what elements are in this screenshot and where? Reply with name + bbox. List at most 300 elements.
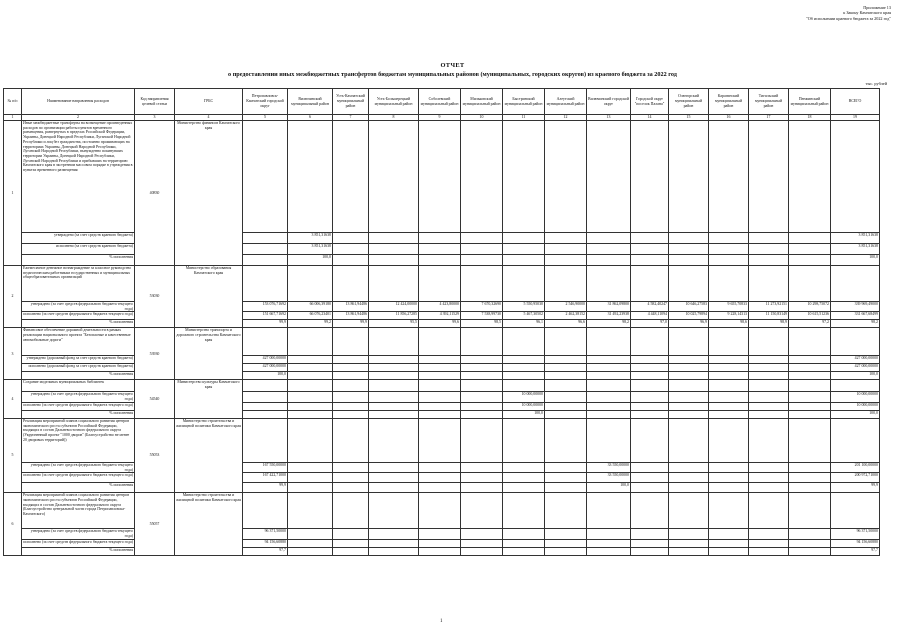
value-cell: 100,0 — [503, 410, 545, 418]
empty-cell — [587, 121, 631, 233]
value-cell — [789, 539, 831, 547]
section-name: Иные межбюджетные трансферты на возмещение произведенных расходов по организации работы пунктов временного размещения, развернутых в пределах Российской Федерации, Украины, Донецкой Народной Республики, Луганской Народной Республики и лиц без гражданства, постоянно проживающих на территориях Украины, Донецкой Народной Республики, Луганской Народной Республики, вынужденно покинувших территории Украины, Донецкой Народной Республики, Луганской Народной Республики и прибывших на территорию Камчатского края в экстренном массовом порядке в учреждения в пунктах временного размещения — [22, 121, 135, 233]
value-cell — [669, 462, 709, 472]
value-cell: 3 851,31638 — [288, 244, 333, 255]
value-cell — [333, 233, 369, 244]
empty-cell — [461, 493, 503, 529]
value-cell — [669, 402, 709, 410]
value-cell: 99,9 — [333, 320, 369, 328]
value-cell — [419, 529, 461, 539]
empty-cell — [831, 493, 880, 529]
row-label: утверждено (дорожный фонд за счет средств краевого бюджета) — [22, 356, 135, 364]
value-cell — [369, 356, 419, 364]
value-cell — [419, 372, 461, 380]
value-cell — [461, 483, 503, 493]
value-cell: 100,0 — [288, 255, 333, 266]
section-code: 40830 — [135, 121, 175, 266]
column-header: Соболевский муниципальный район — [419, 89, 461, 115]
value-cell — [461, 547, 503, 555]
column-number: 4 — [175, 115, 243, 121]
column-header: Вилючинский городской округ — [587, 89, 631, 115]
value-cell — [749, 372, 789, 380]
value-cell: 97,7 — [243, 547, 288, 555]
empty-cell — [461, 266, 503, 302]
empty-cell — [545, 380, 587, 392]
section-number: 2 — [4, 266, 22, 328]
section-number: 6 — [4, 493, 22, 555]
column-header: Тигильский муниципальный район — [749, 89, 789, 115]
value-cell: 427 000,00000 — [243, 356, 288, 364]
value-cell — [333, 255, 369, 266]
empty-cell — [631, 380, 669, 392]
empty-cell — [545, 121, 587, 233]
value-cell: 4 423,80000 — [419, 302, 461, 312]
value-cell: 10 000,00000 — [503, 392, 545, 402]
value-cell — [789, 547, 831, 555]
value-cell: 167 422,71000 — [243, 473, 288, 483]
value-cell: 99,6 — [419, 320, 461, 328]
value-cell: 33 550,00000 — [587, 462, 631, 472]
column-number: 5 — [243, 115, 288, 121]
value-cell: 98,2 — [587, 320, 631, 328]
value-cell — [419, 255, 461, 266]
empty-cell — [669, 493, 709, 529]
empty-cell — [789, 266, 831, 302]
value-cell — [369, 372, 419, 380]
value-cell: 99,2 — [288, 320, 333, 328]
empty-cell — [369, 380, 419, 392]
empty-cell — [749, 380, 789, 392]
empty-cell — [709, 493, 749, 529]
value-cell — [419, 364, 461, 372]
value-cell — [545, 529, 587, 539]
value-cell — [461, 529, 503, 539]
value-cell — [419, 356, 461, 364]
value-cell — [587, 402, 631, 410]
total-cell: 331 667,68499 — [831, 312, 880, 320]
value-cell — [369, 462, 419, 472]
value-cell — [461, 473, 503, 483]
total-cell: 96 371,50000 — [831, 529, 880, 539]
empty-cell — [461, 380, 503, 392]
empty-cell — [243, 328, 288, 356]
value-cell: 11 273,92151 — [749, 302, 789, 312]
empty-cell — [631, 418, 669, 462]
value-cell — [709, 255, 749, 266]
value-cell — [288, 529, 333, 539]
value-cell — [419, 462, 461, 472]
empty-cell — [709, 380, 749, 392]
value-cell — [545, 473, 587, 483]
section-row — [4, 380, 880, 392]
value-cell — [749, 255, 789, 266]
empty-cell — [503, 266, 545, 302]
value-cell — [709, 539, 749, 547]
section-row — [4, 121, 880, 233]
value-cell — [631, 547, 669, 555]
unit-label: тыс. рублей — [865, 81, 887, 86]
value-cell — [669, 364, 709, 372]
value-cell — [789, 392, 831, 402]
value-cell: 10 646,27583 — [669, 302, 709, 312]
value-cell — [709, 483, 749, 493]
empty-cell — [333, 380, 369, 392]
column-header: Карагинский муниципальный район — [709, 89, 749, 115]
empty-cell — [789, 418, 831, 462]
value-cell — [369, 233, 419, 244]
column-number: 11 — [503, 115, 545, 121]
total-cell: 200 972,71000 — [831, 473, 880, 483]
total-cell: 339 969,49000 — [831, 302, 880, 312]
value-cell — [631, 529, 669, 539]
value-cell — [461, 356, 503, 364]
value-cell — [709, 547, 749, 555]
empty-cell — [669, 418, 709, 462]
value-cell — [749, 462, 789, 472]
value-cell — [709, 473, 749, 483]
empty-cell — [789, 328, 831, 356]
value-cell — [333, 402, 369, 410]
empty-cell — [789, 380, 831, 392]
column-number: 2 — [22, 115, 135, 121]
value-cell — [749, 244, 789, 255]
empty-cell — [831, 418, 880, 462]
row-label: исполнено (за счет средств краевого бюджета) — [22, 244, 135, 255]
value-cell — [545, 462, 587, 472]
value-cell — [419, 244, 461, 255]
value-cell — [369, 529, 419, 539]
value-cell — [419, 547, 461, 555]
value-cell — [631, 244, 669, 255]
row-label: исполнено (за счет средств федерального бюджета текущего года) — [22, 312, 135, 320]
column-number: 6 — [288, 115, 333, 121]
value-cell — [631, 356, 669, 364]
empty-cell — [243, 266, 288, 302]
value-cell: 66 076,23401 — [288, 312, 333, 320]
value-cell — [333, 364, 369, 372]
value-cell: 97,2 — [789, 320, 831, 328]
section-code: 55053 — [135, 418, 175, 492]
value-cell: 33 550,00000 — [587, 473, 631, 483]
value-cell — [503, 233, 545, 244]
row-label: утверждено (за счет средств краевого бюджета) — [22, 233, 135, 244]
value-cell — [749, 364, 789, 372]
report-table — [3, 88, 880, 556]
value-cell: 99,9 — [243, 320, 288, 328]
empty-cell — [369, 328, 419, 356]
value-cell — [545, 547, 587, 555]
value-cell — [545, 392, 587, 402]
section-name: Ежемесячное денежное вознаграждение за классное руководство педагогическим работникам государственных и муниципальных общеобразовательных организаций — [22, 266, 135, 302]
empty-cell — [669, 266, 709, 302]
value-cell — [461, 402, 503, 410]
column-header: Петропавловск-Камчатский городской округ — [243, 89, 288, 115]
value-cell: 96 371,50000 — [243, 529, 288, 539]
value-cell — [749, 529, 789, 539]
empty-cell — [288, 418, 333, 462]
value-cell — [749, 402, 789, 410]
empty-cell — [243, 493, 288, 529]
value-cell — [288, 410, 333, 418]
column-header: Код направления целевой статьи — [135, 89, 175, 115]
value-cell — [503, 529, 545, 539]
value-cell — [461, 233, 503, 244]
value-cell — [709, 233, 749, 244]
value-cell — [789, 244, 831, 255]
value-cell — [587, 372, 631, 380]
value-cell — [749, 473, 789, 483]
empty-cell — [587, 328, 631, 356]
column-number: 9 — [419, 115, 461, 121]
value-cell: 10 000,00000 — [503, 402, 545, 410]
value-cell — [288, 364, 333, 372]
value-cell — [545, 402, 587, 410]
value-cell — [503, 244, 545, 255]
value-cell — [545, 372, 587, 380]
column-header: Алеутский муниципальный район — [545, 89, 587, 115]
value-cell — [545, 483, 587, 493]
column-header: ВСЕГО — [831, 89, 880, 115]
value-cell — [503, 539, 545, 547]
value-cell — [369, 483, 419, 493]
value-cell — [243, 402, 288, 410]
column-header: Городской округ "поселок Палана" — [631, 89, 669, 115]
column-header: Усть-Камчатский муниципальный район — [333, 89, 369, 115]
column-number: 10 — [461, 115, 503, 121]
row-label: исполнено (за счет средств федерального бюджета текущего года) — [22, 402, 135, 410]
value-cell: 9 655,70833 — [709, 302, 749, 312]
total-cell: 201 100,00000 — [831, 462, 880, 472]
value-cell — [631, 410, 669, 418]
row-label: % исполнения — [22, 320, 135, 328]
value-cell — [369, 547, 419, 555]
value-cell — [461, 392, 503, 402]
section-row — [4, 493, 880, 529]
value-cell — [333, 392, 369, 402]
empty-cell — [419, 380, 461, 392]
empty-cell — [333, 266, 369, 302]
table-header-row — [4, 89, 880, 115]
value-cell: 31 492,23938 — [587, 312, 631, 320]
value-cell — [631, 402, 669, 410]
column-number: 7 — [333, 115, 369, 121]
empty-cell — [789, 121, 831, 233]
column-number: 12 — [545, 115, 587, 121]
empty-cell — [369, 121, 419, 233]
value-cell — [749, 547, 789, 555]
value-cell — [631, 483, 669, 493]
value-cell — [709, 364, 749, 372]
row-label: % исполнения — [22, 483, 135, 493]
empty-cell — [749, 121, 789, 233]
value-cell — [709, 392, 749, 402]
value-cell — [243, 410, 288, 418]
value-cell — [369, 392, 419, 402]
empty-cell — [709, 266, 749, 302]
value-cell: 100,0 — [587, 483, 631, 493]
column-number: 16 — [709, 115, 749, 121]
value-cell — [503, 356, 545, 364]
column-number: 14 — [631, 115, 669, 121]
empty-cell — [369, 418, 419, 462]
value-cell: 10 298,75072 — [789, 302, 831, 312]
section-grbs: Министерство финансов Камчатского края — [175, 121, 243, 266]
value-cell — [789, 255, 831, 266]
value-cell — [587, 364, 631, 372]
empty-cell — [288, 380, 333, 392]
value-cell — [243, 244, 288, 255]
value-cell — [789, 529, 831, 539]
row-label: утверждено (за счет средств федерального бюджета текущего года) — [22, 462, 135, 472]
empty-cell — [419, 418, 461, 462]
empty-cell — [333, 493, 369, 529]
value-cell — [545, 356, 587, 364]
value-cell — [369, 410, 419, 418]
empty-cell — [288, 121, 333, 233]
total-cell: 427 000,00000 — [831, 364, 880, 372]
value-cell — [709, 356, 749, 364]
value-cell — [369, 402, 419, 410]
row-label: утверждено (за счет средств федерального бюджета текущего года) — [22, 392, 135, 402]
value-cell — [288, 547, 333, 555]
value-cell — [419, 410, 461, 418]
value-cell — [503, 473, 545, 483]
value-cell — [669, 233, 709, 244]
value-cell — [369, 244, 419, 255]
empty-cell — [631, 121, 669, 233]
empty-cell — [669, 328, 709, 356]
empty-cell — [831, 266, 880, 302]
value-cell: 4 582,40247 — [631, 302, 669, 312]
empty-cell — [545, 418, 587, 462]
section-row — [4, 266, 880, 302]
empty-cell — [461, 418, 503, 462]
value-cell: 153 076,71692 — [243, 302, 288, 312]
value-cell: 2 462,38152 — [545, 312, 587, 320]
value-cell — [749, 410, 789, 418]
value-cell — [288, 402, 333, 410]
empty-cell — [333, 328, 369, 356]
column-header: Быстринский муниципальный район — [503, 89, 545, 115]
value-cell — [587, 547, 631, 555]
empty-cell — [461, 328, 503, 356]
value-cell: 427 000,00000 — [243, 364, 288, 372]
value-cell — [419, 473, 461, 483]
value-cell — [545, 244, 587, 255]
column-number: 18 — [789, 115, 831, 121]
value-cell: 98,9 — [749, 320, 789, 328]
value-cell: 4 392,11529 — [419, 312, 461, 320]
value-cell — [369, 539, 419, 547]
value-cell — [333, 547, 369, 555]
column-number: 17 — [749, 115, 789, 121]
value-cell: 96,6 — [545, 320, 587, 328]
total-cell: 100,0 — [831, 372, 880, 380]
value-cell: 151 667,71692 — [243, 312, 288, 320]
value-cell — [709, 244, 749, 255]
empty-cell — [749, 266, 789, 302]
value-cell: 167 550,00000 — [243, 462, 288, 472]
value-cell — [419, 539, 461, 547]
section-row — [4, 328, 880, 356]
report-subtitle: о предоставлении иных межбюджетных трансфертов бюджетам муниципальных районов (муниципальных, городских округов) из краевого бюджета за 2022 год — [228, 71, 677, 78]
value-cell: 5 467,30502 — [503, 312, 545, 320]
empty-cell — [587, 266, 631, 302]
column-number: 13 — [587, 115, 631, 121]
value-cell — [709, 410, 749, 418]
section-grbs: Министерство строительства и жилищной политики Камчатского края — [175, 493, 243, 555]
empty-cell — [749, 328, 789, 356]
value-cell — [503, 547, 545, 555]
empty-cell — [369, 493, 419, 529]
empty-cell — [709, 418, 749, 462]
value-cell — [749, 539, 789, 547]
column-number: 3 — [135, 115, 175, 121]
value-cell: 100,0 — [243, 372, 288, 380]
value-cell — [749, 233, 789, 244]
value-cell — [749, 483, 789, 493]
section-grbs: Министерство образования Камчатского края — [175, 266, 243, 328]
section-name: Реализация мероприятий планов социального развития центров экономического роста субъектов Российской Федерации, входящих в состав Дальневосточного федерального округа (Укрупненный проект "1000 дворов" (Благоустройство не менее 20 дворовых территорий)) — [22, 418, 135, 462]
empty-cell — [503, 328, 545, 356]
value-cell — [369, 473, 419, 483]
value-cell — [545, 233, 587, 244]
value-cell — [669, 372, 709, 380]
section-name: Финансовое обеспечение дорожной деятельности в рамках реализации национального проекта "Безопасные и качественные автомобильные дороги" — [22, 328, 135, 356]
value-cell — [749, 356, 789, 364]
value-cell — [709, 462, 749, 472]
value-cell — [503, 462, 545, 472]
value-cell: 5 550,95030 — [503, 302, 545, 312]
value-cell — [333, 244, 369, 255]
value-cell — [461, 364, 503, 372]
empty-cell — [288, 493, 333, 529]
value-cell — [288, 372, 333, 380]
value-cell — [288, 462, 333, 472]
total-cell: 10 000,00000 — [831, 392, 880, 402]
section-name: Реализация мероприятий планов социального развития центров экономического роста субъектов Российской Федерации, входящих в состав Дальневосточного федерального округа (Благоустройство центральной части города Петропавловска-Камчатского) — [22, 493, 135, 529]
section-number: 1 — [4, 121, 22, 266]
empty-cell — [419, 266, 461, 302]
value-cell — [749, 392, 789, 402]
empty-cell — [749, 418, 789, 462]
value-cell — [789, 483, 831, 493]
empty-cell — [419, 493, 461, 529]
row-label: исполнено (дорожный фонд за счет средств краевого бюджета) — [22, 364, 135, 372]
value-cell: 12 424,00000 — [369, 302, 419, 312]
column-number: 8 — [369, 115, 419, 121]
value-cell — [288, 483, 333, 493]
value-cell — [631, 462, 669, 472]
section-number: 4 — [4, 380, 22, 418]
section-code: 54540 — [135, 380, 175, 418]
value-cell — [461, 372, 503, 380]
value-cell — [369, 364, 419, 372]
value-cell — [419, 402, 461, 410]
value-cell: 3 851,31638 — [288, 233, 333, 244]
row-label: % исполнения — [22, 547, 135, 555]
empty-cell — [789, 493, 831, 529]
value-cell — [669, 473, 709, 483]
row-label: исполнено (за счет средств федерального бюджета текущего года) — [22, 539, 135, 547]
value-cell — [461, 255, 503, 266]
column-number: 19 — [831, 115, 880, 121]
value-cell — [789, 402, 831, 410]
value-cell — [587, 233, 631, 244]
empty-cell — [288, 328, 333, 356]
value-cell — [288, 473, 333, 483]
total-cell: 427 000,00000 — [831, 356, 880, 364]
